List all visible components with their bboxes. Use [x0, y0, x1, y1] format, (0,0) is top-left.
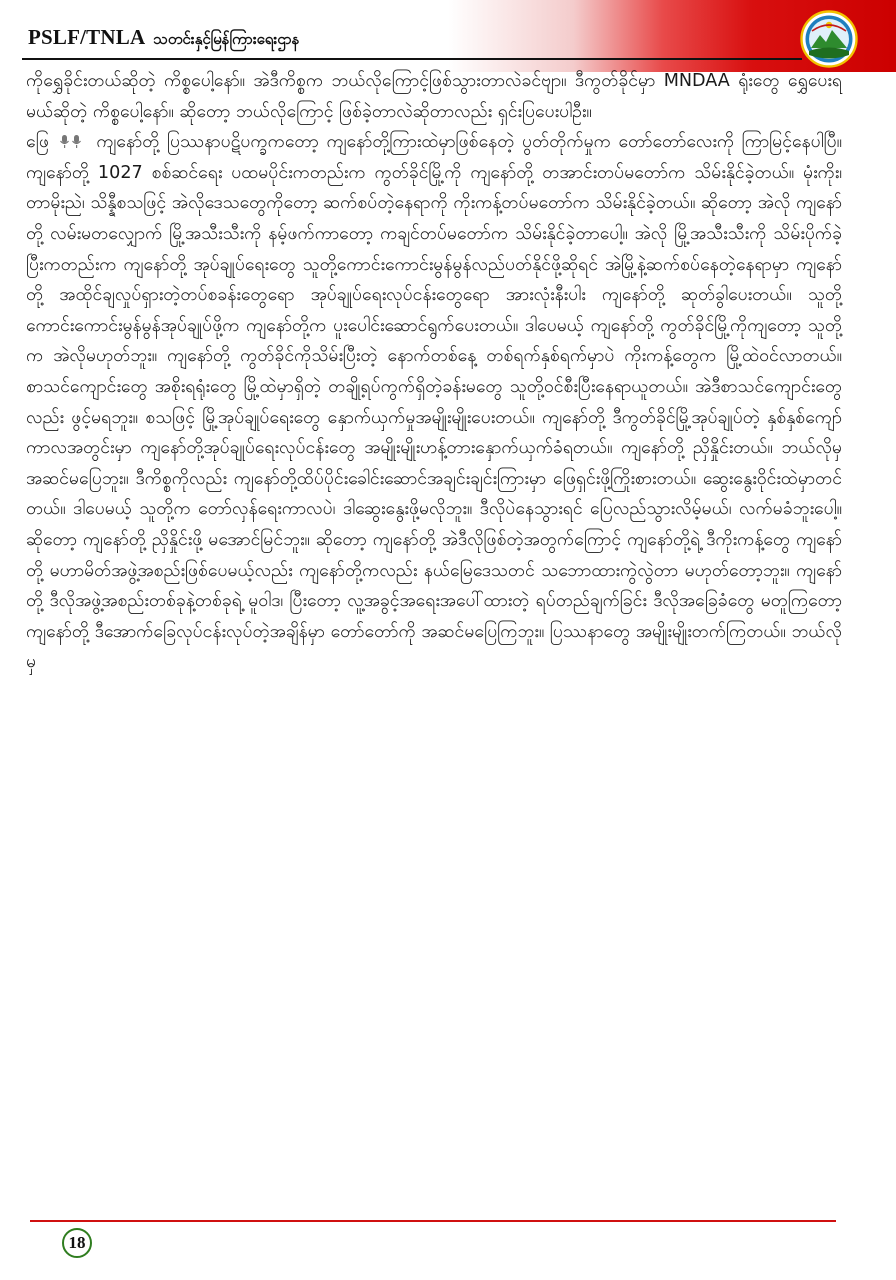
- header-org-name: PSLF/TNLA: [28, 25, 146, 49]
- paragraph-question: [26, 66, 842, 127]
- paragraph-answer: [26, 127, 842, 678]
- header-underline: [22, 58, 802, 60]
- paragraph-text: ကျနော်တို့ ပြဿနာပဋိပက္ခကတော့ ကျနော်တို့ကြားထဲမှာဖြစ်နေတဲ့ ပွတ်တိုက်မှုက တော်တော်လေးကို ကြာမြင့်နေပါပြီ။ ကျနော်တို့ 1027 စစ်ဆင်ရေး ပထမပိုင်းကတည်းက ကွတ်ခိုင်မြို့ကို ကျနော်တို့ တအာင်းတပ်မတော်က သိမ်းနိုင်ခဲ့တယ်။ မုံးကိုး၊ တာမိုးညဲ၊ သိန္နီစသဖြင့် အဲလိုဒေသတွေကိုတော့ ဆက်စပ်တဲ့နေရာကို ကိုးကန့်တပ်မတော်က သိမ်းနိုင်ခဲ့တယ်။ ဆိုတော့ အဲလို ကျနော်တို့ လမ်းမတလျှောက် မြို့အသီးသီးကို နမ့်ဖက်ကာတော့ ကချင်တပ်မတော်က သိမ်းနိုင်ခဲ့တာပေါ့။ အဲလို မြို့အသီးသီးကို သိမ်းပိုက်ခဲ့ပြီးကတည်းက ကျနော်တို့ အုပ်ချုပ်ရေးတွေ သူတို့ကောင်းကောင်းမွန်မွန်လည်ပတ်နိုင်ဖို့ဆိုရင် အဲမြို့နဲ့ဆက်စပ်နေတဲ့နေရာမှာ ကျနော်တို့ အထိုင်ချလှုပ်ရှားတဲ့တပ်စခန်းတွေရော အုပ်ချုပ်ရေးလုပ်ငန်းတွေရော အားလုံးနီးပါး ကျနော်တို့ ဆုတ်ခွါပေးတယ်။ သူတို့ကောင်းကောင်းမွန်မွန်အုပ်ချုပ်ဖို့က ကျနော်တို့က ပူးပေါင်းဆောင်ရွက်ပေးတယ်။ ဒါပေမယ့် ကျနော်တို့ ကွတ်ခိုင်မြို့ကိုကျတော့ သူတို့က အဲလိုမဟုတ်ဘူး။ ကျနော်တို့ ကွတ်ခိုင်ကိုသိမ်းပြီးတဲ့ နောက်တစ်နေ့ တစ်ရက်နှစ်ရက်မှာပဲ ကိုးကန့်တွေက မြို့ထဲဝင်လာတယ်။ စာသင်ကျောင်းတွေ အစိုးရရုံးတွေ မြို့ထဲမှာရှိတဲ့ တချို့ရပ်ကွက်ရှိတဲ့ခန်းမတွေ သူတို့ဝင်စီးပြီးနေရာယူတယ်။ အဲဒီစာသင်ကျောင်းတွေလည်း ဖွင့်မရဘူး။ စသဖြင့် မြို့အုပ်ချုပ်ရေးတွေ နှောက်ယှက်မှုအမျိုးမျိုးပေးတယ်။ ကျနော်တို့ ဒီကွတ်ခိုင်မြို့အုပ်ချုပ်တဲ့ နှစ်နှစ်ကျော်ကာလအတွင်းမှာ ကျနော်တို့အုပ်ချုပ်ရေးလုပ်ငန်းတွေ အမျိုးမျိုးဟန့်တားနှောက်ယှက်ခံရတယ်။ ကျနော်တို့ ညှိနှိုင်းတယ်။ ဘယ်လိုမှအဆင်မပြေဘူး။ ဒီကိစ္စကိုလည်း ကျနော်တို့ထိပ်ပိုင်းခေါင်းဆောင်အချင်းချင်းကြားမှာ ဖြေရှင်းဖို့ကြိုးစားတယ်။ ဆွေးနွေးဝိုင်းထဲမှာတင်တယ်။ ဒါပေမယ့် သူတို့က တော်လှန်ရေးကာလပဲ၊ ဒါဆွေးနွေးဖို့မလိုဘူး။ ဒီလိုပဲနေသွားရင် ပြေလည်သွားလိမ့်မယ်၊ လက်မခံဘူးပေါ့။ ဆိုတော့ ကျနော်တို့ ညှိနှိုင်းဖို့ မအောင်မြင်ဘူး။ ဆိုတော့ ကျနော်တို့ အဲဒီလိုဖြစ်တဲ့အတွက်ကြောင့် ကျနော်တို့ရဲ့ ဒီကိုးကန့်တွေ ကျနော်တို့ မဟာမိတ်အဖွဲ့အစည်းဖြစ်ပေမယ့်လည်း ကျနော်တို့ကလည်း နယ်မြေဒေသတင် သဘောထားကွဲလွဲတာ မဟုတ်တော့ဘူး။ ကျနော်တို့ ဒီလိုအဖွဲ့အစည်းတစ်ခုနဲ့တစ်ခုရဲ့ မူဝါဒ၊ ပြီးတော့ လူ့အခွင့်အရေးအပေါ်ထားတဲ့ ရပ်တည်ချက်ခြင်း ဒီလိုအခြေခံတွေ မတူကြတော့ ကျနော်တို့ ဒီအောက်ခြေလုပ်ငန်းလုပ်တဲ့အချိန်မှာ တော်တော်ကို အဆင်မပြေကြဘူး။ ပြဿနာတွေ အမျိုးမျိုးတက်ကြတယ်။ ဘယ်လိုမှ: [26, 132, 843, 673]
- microphone-icon: [59, 134, 85, 150]
- header-title: [28, 20, 299, 54]
- footer-divider: [30, 1220, 836, 1222]
- paragraph-text: ကိုရွှေခိုင်းတယ်ဆိုတဲ့ ကိစ္စပေါ့နော်။ အဲဒီကိစ္စက ဘယ်လိုကြောင့်ဖြစ်သွားတာလဲခင်ဗျာ။ ဒီကွတ်ခိုင်မှာ MNDAA ရုံးတွေ ရွှေပေးရမယ်ဆိုတဲ့ ကိစ္စပေါ့နော်။ ဆိုတော့ ဘယ်လိုကြောင့် ဖြစ်ခဲ့တာလဲဆိုတာလည်း ရှင်းပြပေးပါဦး။: [26, 71, 842, 122]
- page-number: 18: [62, 1228, 92, 1258]
- header-subtitle: သတင်းနှင့်မြန်ကြားရေးဌာန: [153, 30, 300, 48]
- page-header: [0, 0, 896, 72]
- article-body: [26, 66, 842, 678]
- answer-label: ဖြေ: [26, 132, 49, 153]
- green-mountain-emblem-icon: [800, 10, 858, 68]
